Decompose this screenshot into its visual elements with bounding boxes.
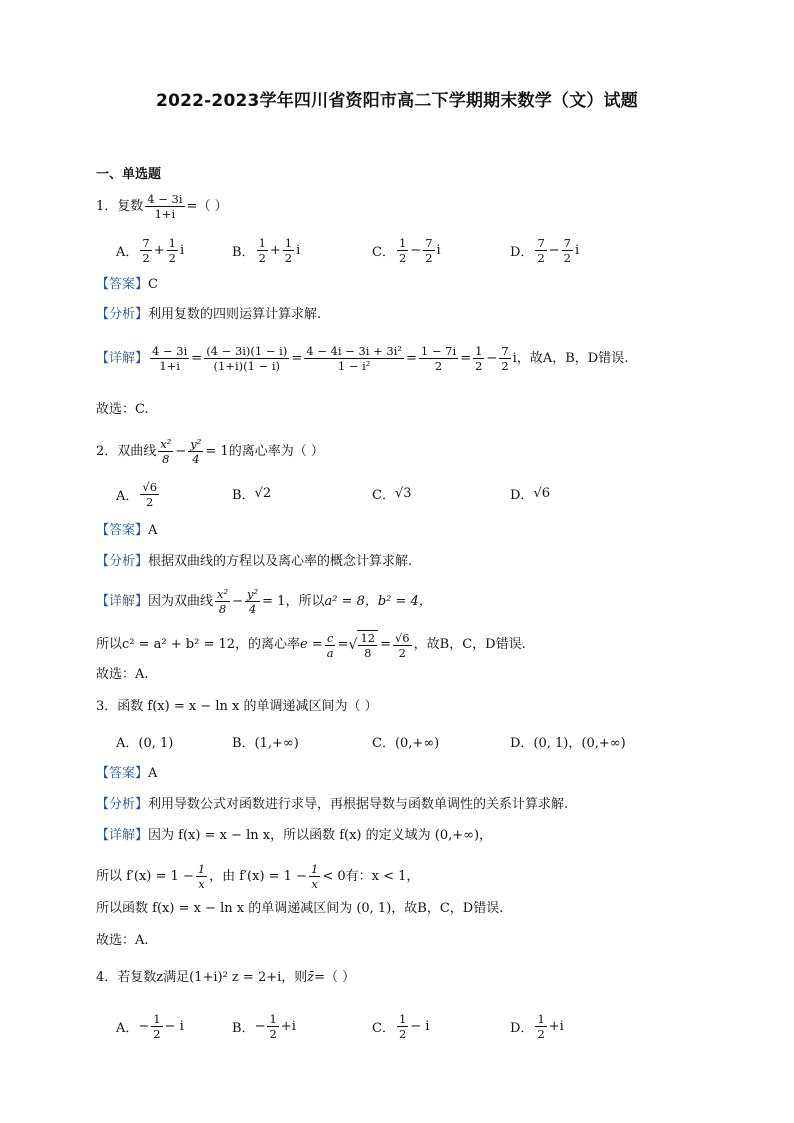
minus: − <box>486 350 498 366</box>
den: x <box>311 877 318 891</box>
minus: − <box>175 443 187 459</box>
q2-detail <box>96 587 432 616</box>
den: 2 <box>537 1027 545 1041</box>
equals: = <box>460 350 472 366</box>
analysis-tag: 【分析】 <box>96 307 149 322</box>
frac <box>309 862 320 891</box>
detail-text: 因为双曲线 <box>148 593 214 609</box>
q1-frac-den: 1+i <box>154 207 176 221</box>
q1-analysis <box>96 306 321 324</box>
answer-value: A <box>148 523 158 538</box>
num: 4 − 3i <box>152 344 188 358</box>
frac <box>188 437 203 466</box>
q1-answer <box>96 276 158 294</box>
detail-text: 因为 f(x) = x − ln x，所以函数 f(x) 的定义域为 (0,+∞)， <box>148 828 493 843</box>
section-heading: 一、单选题 <box>96 167 162 182</box>
num: 7 <box>501 344 509 358</box>
q2-conclusion: 故选：A. <box>96 667 149 682</box>
den: 2 <box>284 251 293 265</box>
q2-suffix: = 1的离心率为（ ） <box>205 443 324 459</box>
frac <box>150 344 189 373</box>
num: 1 <box>168 236 176 250</box>
equals: = <box>406 350 417 366</box>
answer-value: A <box>148 766 158 781</box>
frac <box>304 344 404 373</box>
frac <box>423 236 434 265</box>
num: 1 − 7i <box>420 344 457 358</box>
z-conjugate: z̄ <box>307 970 315 985</box>
detail-text: = 1，所以 <box>262 593 325 609</box>
num: 1 <box>153 1012 161 1026</box>
num: 7 <box>537 236 545 250</box>
detail-tag: 【详解】 <box>96 350 149 366</box>
q4-suffix: =（ ） <box>314 970 356 985</box>
q2-analysis <box>96 553 412 571</box>
den: 4 <box>192 452 200 466</box>
analysis-tag: 【分析】 <box>96 554 149 569</box>
num: 1 <box>258 236 266 250</box>
num: 4 − 4i − 3i + 3i² <box>306 344 403 358</box>
q4-prefix: 4．若复数z满足 <box>96 970 190 985</box>
question-2-stem <box>96 437 324 466</box>
q2-option-a <box>116 480 161 509</box>
frac <box>151 1012 162 1041</box>
option-label: A． <box>116 489 139 504</box>
den: x <box>198 877 205 891</box>
frac <box>215 587 230 616</box>
imag-unit: i <box>179 243 185 258</box>
den: 2 <box>537 251 545 265</box>
num: 1 <box>398 1012 407 1026</box>
q1-frac-num: 4 − 3i <box>147 192 183 206</box>
den: a <box>326 645 334 660</box>
den: 2 <box>398 251 407 265</box>
op: + <box>269 243 281 258</box>
detail-text: ，由 f′(x) = 1 − <box>209 868 307 884</box>
option-label: A． <box>116 245 139 260</box>
option-label: B． <box>232 1021 255 1036</box>
detail-text: 所以 f′(x) = 1 − <box>96 868 194 884</box>
tail: − i <box>410 1019 430 1034</box>
q3-detail-line2 <box>96 862 419 891</box>
q1-detail <box>96 344 628 373</box>
num: 1 <box>284 236 293 250</box>
q1-prefix: 1．复数 <box>96 198 144 214</box>
q1-option-a <box>116 236 184 265</box>
q3-option-b: B．(1,+∞) <box>232 736 299 751</box>
page-title: 2022-2023学年四川省资阳市高二下学期期末数学（文）试题 <box>156 91 638 111</box>
q1-conclusion: 故选：C. <box>96 402 149 417</box>
den: 2 <box>258 251 266 265</box>
detail-tail: < 0有：x < 1， <box>322 868 420 884</box>
q3-analysis <box>96 796 568 814</box>
detail-tail: ，故A，B，D错误. <box>516 350 629 366</box>
num: x² <box>160 437 172 451</box>
num: y² <box>247 587 259 601</box>
q4-option-c <box>372 1012 429 1041</box>
num: 1 <box>310 862 319 876</box>
frac <box>397 236 408 265</box>
den: 2 <box>153 1027 161 1041</box>
equals: = <box>191 350 203 366</box>
option-label: B． <box>232 488 255 503</box>
analysis-tag: 【分析】 <box>96 797 149 812</box>
q3-conclusion: 故选：A. <box>96 933 149 948</box>
option-label: D． <box>510 488 534 503</box>
option-label: A． <box>116 1021 139 1036</box>
frac <box>140 236 151 265</box>
sign: − <box>138 1019 150 1034</box>
option-label: C． <box>372 245 395 260</box>
frac <box>562 236 573 265</box>
option-value: √3 <box>394 486 412 501</box>
detail-tag: 【详解】 <box>96 828 149 843</box>
den: 8 <box>218 602 227 616</box>
frac <box>140 480 159 509</box>
frac <box>535 1012 546 1041</box>
option-value: √2 <box>254 486 272 501</box>
frac <box>196 862 207 891</box>
num: (4 − 3i)(1 − i) <box>206 344 288 358</box>
q2-prefix: 2．双曲线 <box>96 443 157 459</box>
sign: − <box>254 1019 266 1034</box>
num: 7 <box>425 236 433 250</box>
frac <box>397 1012 408 1041</box>
option-label: C． <box>372 1021 395 1036</box>
den: 2 <box>501 359 509 373</box>
q3-detail-line3: 所以函数 f(x) = x − ln x 的单调递减区间为 (0, 1)，故B，C，D错误. <box>96 901 504 916</box>
frac <box>204 344 289 373</box>
num: 7 <box>563 236 571 250</box>
frac <box>419 344 458 373</box>
den: 2 <box>475 359 483 373</box>
num: 1 <box>398 236 407 250</box>
option-value: √6 <box>533 486 550 501</box>
equals: = <box>337 637 349 652</box>
q3-option-c: C．(0,+∞) <box>372 736 440 751</box>
frac <box>257 236 268 265</box>
num: 1 <box>537 1012 545 1026</box>
frac <box>499 344 510 373</box>
den: 2 <box>168 251 176 265</box>
minus: − <box>232 593 244 609</box>
q2-option-b <box>232 484 271 503</box>
num: 1 <box>197 862 206 876</box>
frac <box>393 631 412 660</box>
option-label: B． <box>232 245 255 260</box>
equals: = <box>380 637 391 652</box>
question-1-stem <box>96 192 228 221</box>
q3-answer <box>96 765 157 783</box>
q1-option-c <box>372 236 441 265</box>
detail-tail: ，故B，C，D错误. <box>413 637 526 652</box>
q4-option-b <box>232 1012 296 1041</box>
num: x² <box>217 587 229 601</box>
den: 2 <box>563 251 571 265</box>
detail-values: a² = 8，b² = 4， <box>324 593 432 609</box>
analysis-text: 根据双曲线的方程以及离心率的概念计算求解. <box>148 554 413 569</box>
imag-unit: i <box>296 243 301 258</box>
imag-unit: i <box>436 243 441 258</box>
q1-option-b <box>232 236 300 265</box>
q3-option-d: D．(0, 1)，(0,+∞) <box>510 736 626 751</box>
q1-suffix: =（ ） <box>186 198 228 214</box>
frac <box>535 236 546 265</box>
frac <box>267 1012 278 1041</box>
q3-option-a: A．(0, 1) <box>116 736 174 751</box>
frac <box>325 631 336 660</box>
tail: +i <box>280 1019 296 1034</box>
num: √6 <box>394 630 410 645</box>
detail-text: 所以 <box>96 637 123 652</box>
frac <box>357 630 378 660</box>
tail: +i <box>548 1019 564 1034</box>
num: c <box>326 630 334 645</box>
den: 2 <box>434 359 443 373</box>
q4-equation: (1+i)² z = 2+i，则 <box>189 970 308 985</box>
option-label: D． <box>510 245 534 260</box>
q2-option-c <box>372 484 412 503</box>
q2-detail-line2 <box>96 630 526 660</box>
den: 4 <box>248 602 257 616</box>
analysis-text: 利用导数公式对函数进行求导，再根据导数与函数单调性的关系计算求解. <box>148 797 569 812</box>
q2-option-d <box>510 484 550 503</box>
equals: = <box>291 350 303 366</box>
den: 8 <box>162 452 170 466</box>
option-label: C． <box>372 488 395 503</box>
q4-option-a <box>116 1012 184 1041</box>
num: 1 <box>475 344 483 358</box>
num: y² <box>190 437 202 451</box>
num: 7 <box>142 236 150 250</box>
answer-tag: 【答案】 <box>96 277 149 292</box>
detail-text: c² = a² + b² = 12，的离心率 <box>122 637 301 652</box>
op: + <box>153 243 165 258</box>
num: 1 <box>269 1012 277 1026</box>
den: 1+i <box>159 359 180 373</box>
detail-tag: 【详解】 <box>96 593 149 609</box>
q1-option-d <box>510 236 579 265</box>
q4-option-d <box>510 1012 564 1041</box>
q1-fraction <box>145 192 184 221</box>
frac <box>158 437 173 466</box>
num: 12 <box>360 631 376 645</box>
den: 2 <box>425 251 433 265</box>
answer-tag: 【答案】 <box>96 766 149 781</box>
option-label: D． <box>510 1021 534 1036</box>
den: 8 <box>364 646 372 660</box>
den: 2 <box>142 251 150 265</box>
op: − <box>548 243 560 258</box>
frac <box>167 236 178 265</box>
den: 2 <box>398 645 406 660</box>
den: (1+i)(1 − i) <box>213 359 281 373</box>
answer-tag: 【答案】 <box>96 523 149 538</box>
num: √6 <box>142 480 158 494</box>
imag-unit: i <box>575 243 580 258</box>
q3-detail <box>96 827 492 845</box>
den: 2 <box>269 1027 277 1041</box>
eccentricity-symbol: e = <box>300 637 323 652</box>
radical-sign: √ <box>348 637 358 653</box>
q2-answer <box>96 522 157 540</box>
tail: − i <box>164 1019 184 1034</box>
op: − <box>410 243 422 258</box>
analysis-text: 利用复数的四则运算计算求解. <box>148 307 322 322</box>
den: 1 − i² <box>337 359 371 373</box>
imag-unit: i <box>512 350 517 366</box>
frac <box>473 344 484 373</box>
den: 2 <box>146 495 154 509</box>
question-4-stem <box>96 969 355 987</box>
den: 2 <box>398 1027 407 1041</box>
question-3-stem: 3．函数 f(x) = x − ln x 的单调递减区间为（ ） <box>96 699 378 714</box>
frac <box>245 587 260 616</box>
frac <box>283 236 294 265</box>
answer-value: C <box>148 277 158 292</box>
